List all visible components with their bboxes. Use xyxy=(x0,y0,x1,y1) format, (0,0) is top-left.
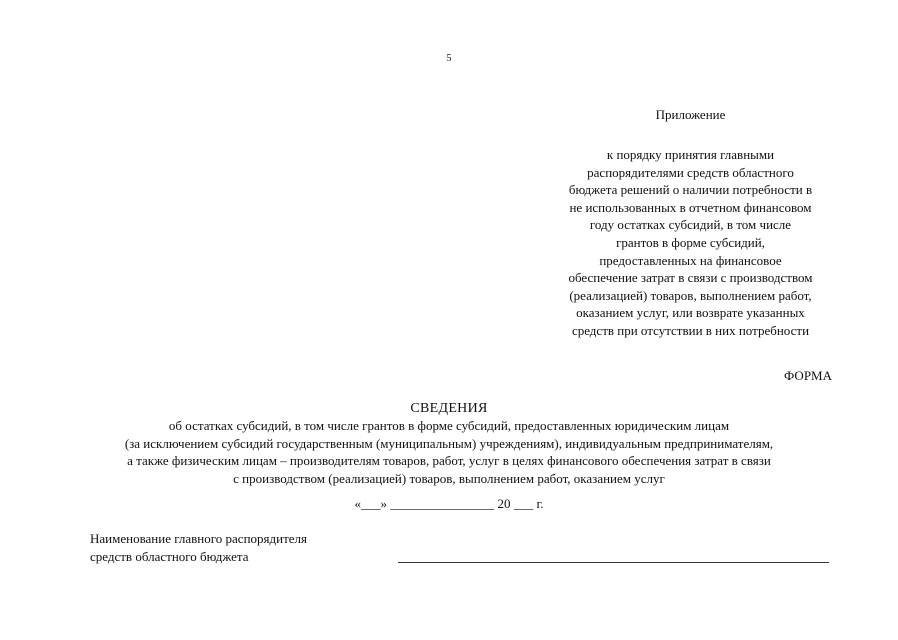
appendix-description-line: грантов в форме субсидий, xyxy=(616,234,765,250)
appendix-description-line: предоставленных на финансовое xyxy=(599,252,782,268)
document-subtitle-line: об остатках субсидий, в том числе грантов в форме субсидий, предоставленных юридическим лицам xyxy=(168,418,730,433)
appendix-title: Приложение xyxy=(655,107,726,122)
appendix-description-line: оказанием услуг, или возврате указанных xyxy=(576,305,805,321)
document-subtitle xyxy=(0,417,898,487)
form-label: ФОРМА xyxy=(784,368,832,383)
appendix-description-line: (реализацией) товаров, выполнением работ, xyxy=(569,287,812,303)
document-subtitle-line: с производством (реализацией) товаров, выполнением работ, оказанием услуг xyxy=(233,470,665,486)
appendix-description-line: распорядителями средств областного xyxy=(587,164,794,180)
document-subtitle-line: а также физическим лицам – производителям товаров, работ, услуг в целях финансового обеспечения затрат в связи xyxy=(127,453,771,469)
page-number: 5 xyxy=(446,53,452,64)
field-label-line: Наименование главного распорядителя xyxy=(90,531,307,546)
document-subtitle-line: (за исключением субсидий государственным (муниципальным) учреждениям), индивидуальным предпринимателям, xyxy=(124,435,774,451)
appendix-description-line: не использованных в отчетном финансовом xyxy=(569,199,812,215)
name-fill-line xyxy=(398,562,829,563)
appendix-description-line: обеспечение затрат в связи с производством xyxy=(568,270,813,286)
appendix-description-line: бюджета решений о наличии потребности в xyxy=(568,182,813,198)
appendix-description-line: к порядку принятия главными xyxy=(606,147,775,162)
date-line: «___» ________________ 20 ___ г. xyxy=(354,496,544,511)
document-title: СВЕДЕНИЯ xyxy=(410,401,488,416)
appendix-description xyxy=(548,146,833,340)
field-label-line: средств областного бюджета xyxy=(90,548,249,564)
appendix-description-line: году остатках субсидий, в том числе xyxy=(589,217,792,233)
appendix-description-line: средств при отсутствии в них потребности xyxy=(571,322,810,338)
field-label xyxy=(90,530,307,565)
